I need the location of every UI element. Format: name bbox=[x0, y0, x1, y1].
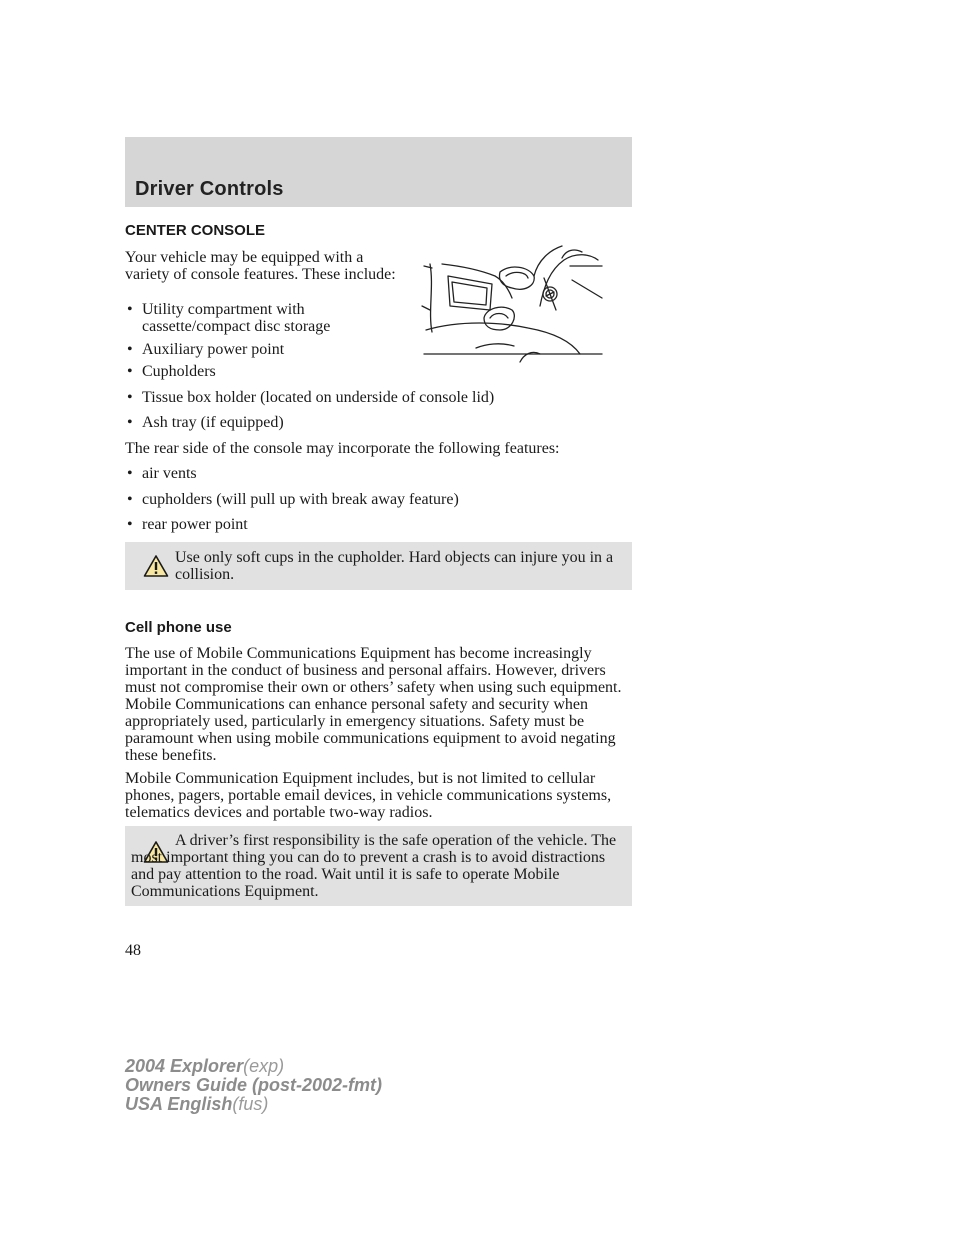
driver-responsibility-warning-text: A driver’s first responsibility is the safe operation of the vehicle. The most important thing you can do to prevent a crash is to avoid distractions and pay attention to the road. Wait until it is safe to operate Mobile Communications Equipment. bbox=[131, 832, 617, 900]
list-item-text: Cupholders bbox=[142, 363, 216, 380]
list-item-text: Ash tray (if equipped) bbox=[142, 414, 284, 431]
list-item-text: cupholders (will pull up with break away feature) bbox=[142, 491, 459, 508]
list-item-text: Utility compartment with bbox=[142, 301, 305, 318]
cell-phone-paragraph-1: The use of Mobile Communications Equipment has become increasingly important in the conduct of business and personal affairs. However, drivers must not compromise their own or others’ safety when using such equipment. Mobile Communications can enhance personal safety and security when appropriately used, particularly in emergency situations. Safety must be paramount when using mobile communications equipment to avoid negating these benefits. bbox=[125, 645, 622, 764]
center-console-heading: CENTER CONSOLE bbox=[125, 222, 266, 239]
console-intro-text: Your vehicle may be equipped with a variety of console features. These include: bbox=[125, 249, 396, 283]
footer-line-2: Owners Guide (post-2002-fmt) bbox=[125, 1075, 383, 1095]
cupholder-warning-text: Use only soft cups in the cupholder. Hard objects can injure you in a collision. bbox=[175, 549, 614, 583]
page-number: 48 bbox=[125, 942, 141, 959]
bullet-icon: • bbox=[127, 363, 133, 380]
list-item-text: Auxiliary power point bbox=[142, 341, 285, 358]
list-item-text: air vents bbox=[142, 465, 197, 482]
cell-phone-paragraph-2: Mobile Communication Equipment includes, but is not limited to cellular phones, pagers, portable email devices, in vehicle communications systems, telematics devices and portable two-way radios. bbox=[125, 770, 612, 821]
rear-console-intro: The rear side of the console may incorporate the following features: bbox=[125, 440, 560, 457]
list-item-text: Tissue box holder (located on underside of console lid) bbox=[142, 389, 495, 406]
center-console-illustration bbox=[420, 236, 605, 371]
bullet-icon: • bbox=[127, 465, 133, 482]
bullet-icon: • bbox=[127, 491, 133, 508]
cell-phone-heading: Cell phone use bbox=[125, 619, 232, 636]
bullet-icon: • bbox=[127, 341, 133, 358]
bullet-icon: • bbox=[127, 301, 133, 318]
warning-triangle-icon bbox=[143, 554, 169, 578]
bullet-icon: • bbox=[127, 414, 133, 431]
cupholder-warning-box bbox=[125, 542, 632, 590]
bullet-icon: • bbox=[127, 389, 133, 406]
document-footer bbox=[125, 1057, 382, 1114]
bullet-icon: • bbox=[127, 516, 133, 533]
footer-line-1: 2004 Explorer(exp) bbox=[125, 1056, 285, 1076]
footer-line-3: USA English(fus) bbox=[125, 1094, 269, 1114]
driver-responsibility-warning-box bbox=[125, 826, 632, 906]
list-item-text: cassette/compact disc storage bbox=[142, 318, 331, 335]
section-title: Driver Controls bbox=[135, 178, 284, 200]
list-item-text: rear power point bbox=[142, 516, 248, 533]
section-header-band bbox=[125, 137, 632, 207]
